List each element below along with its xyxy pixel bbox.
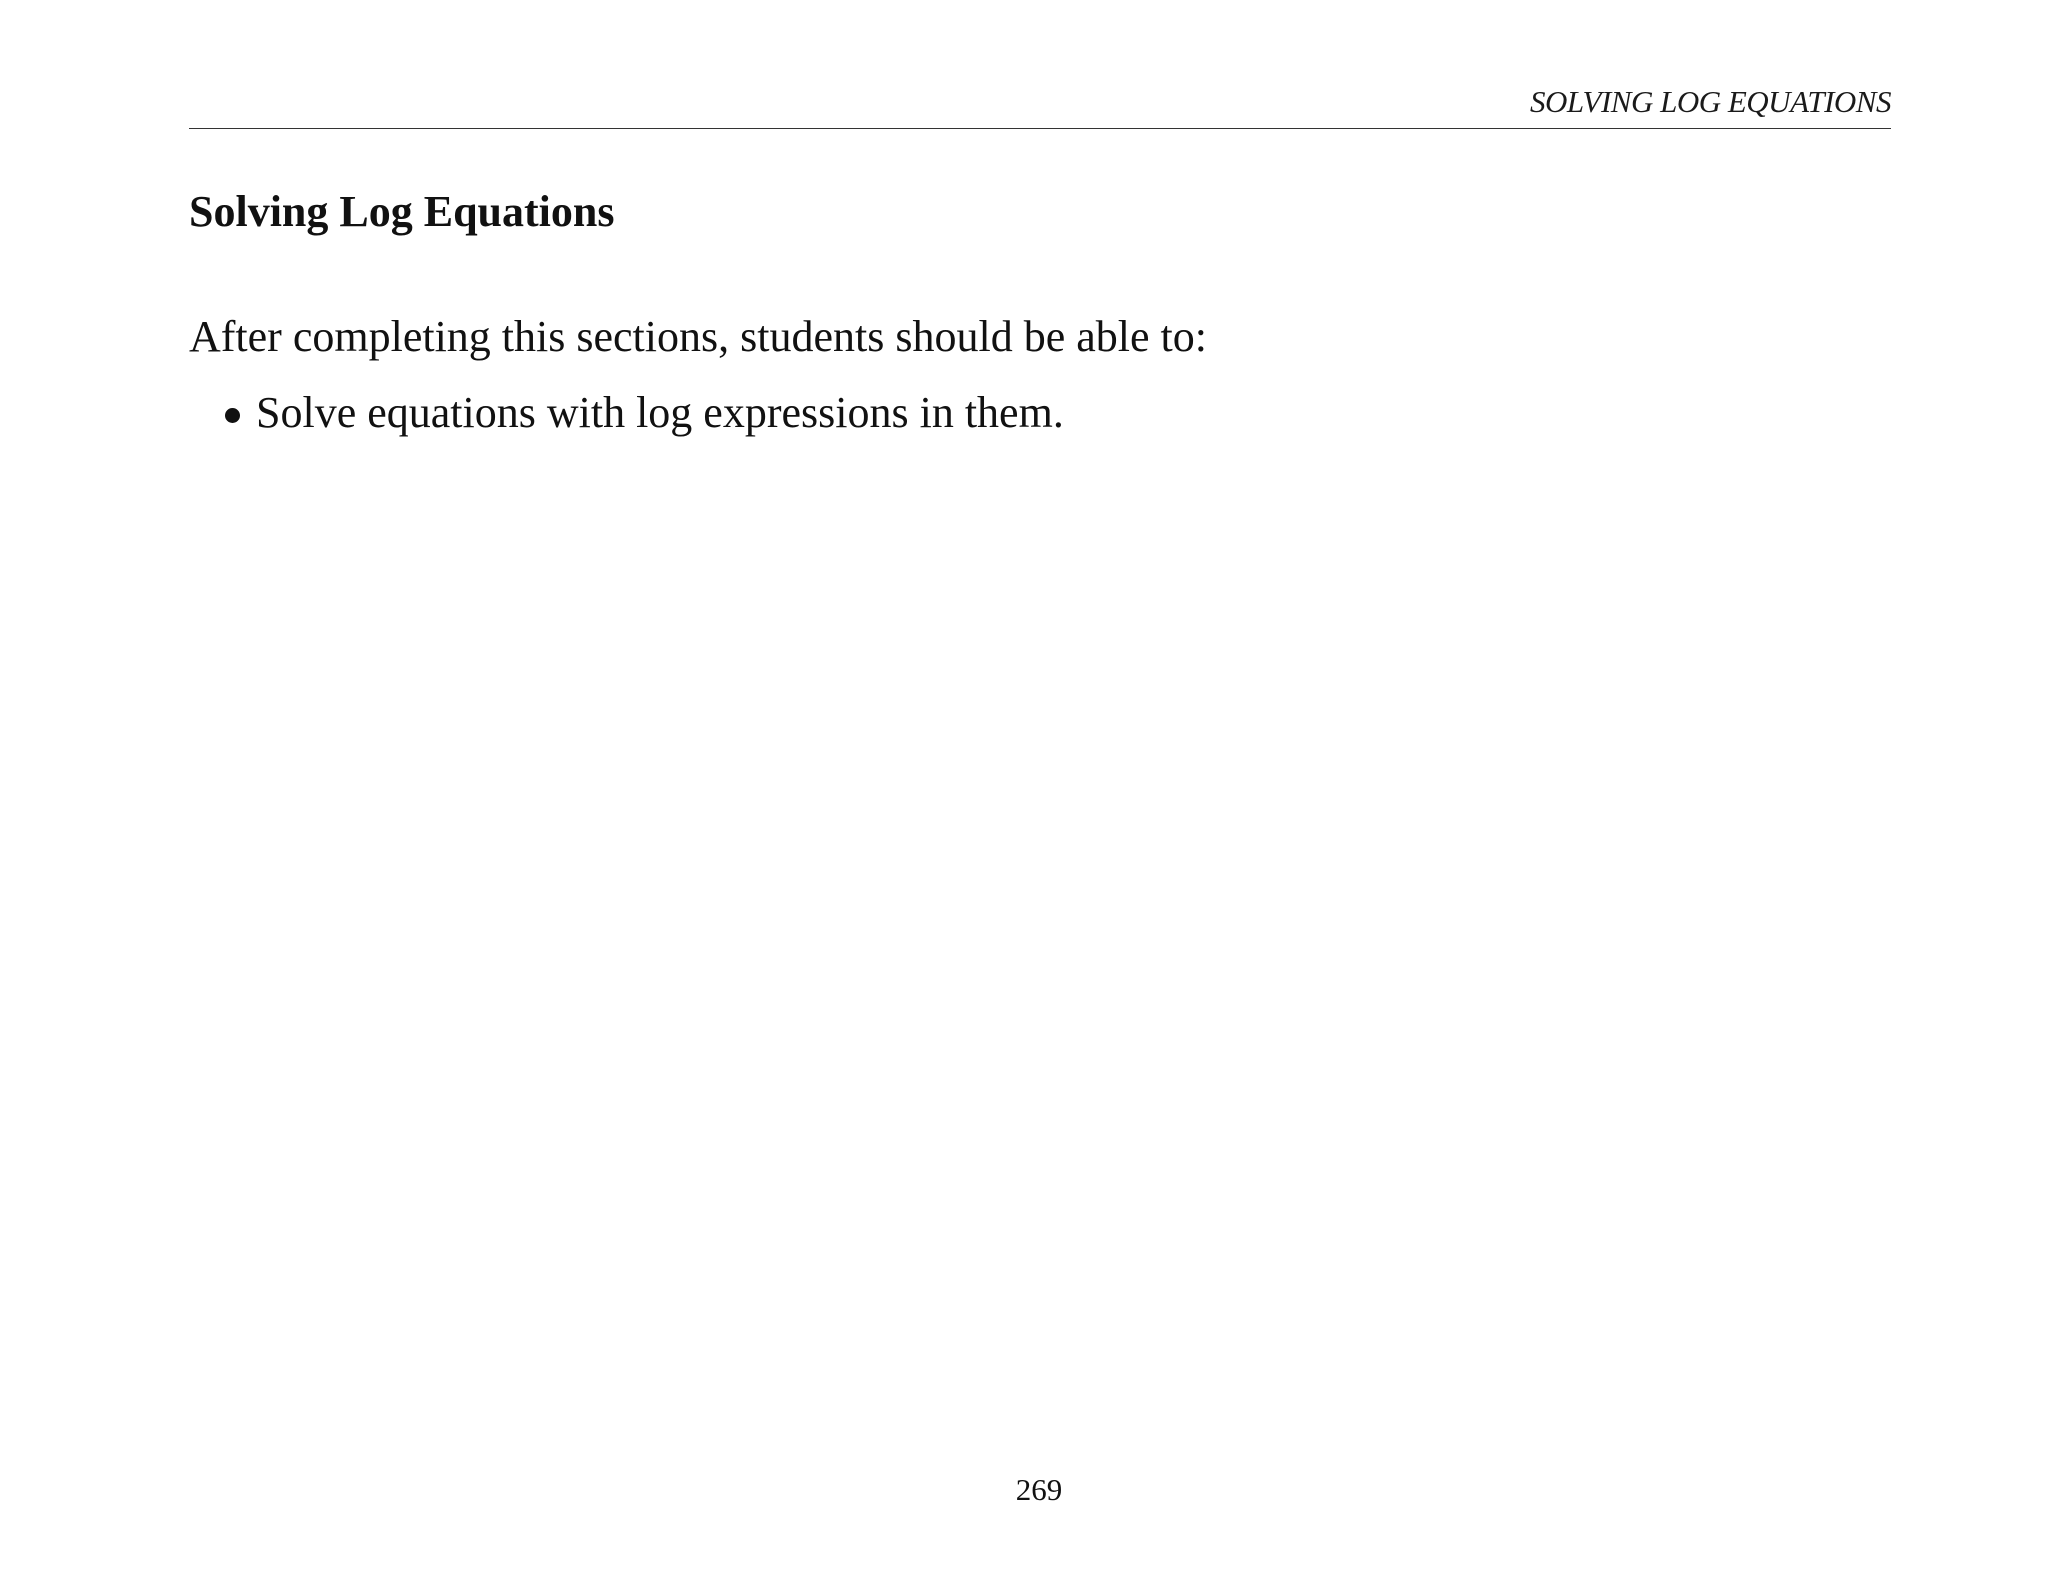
header-rule bbox=[189, 128, 1891, 129]
section-title: Solving Log Equations bbox=[189, 187, 615, 236]
list-item bbox=[225, 388, 1064, 439]
running-header: SOLVING LOG EQUATIONS bbox=[1530, 84, 1891, 119]
page-number: 269 bbox=[1015, 1472, 1063, 1507]
objectives-list bbox=[225, 388, 1064, 439]
bullet-icon bbox=[225, 408, 240, 423]
objective-text: Solve equations with log expressions in them. bbox=[256, 388, 1064, 437]
intro-text: After completing this sections, students should be able to: bbox=[189, 312, 1207, 361]
